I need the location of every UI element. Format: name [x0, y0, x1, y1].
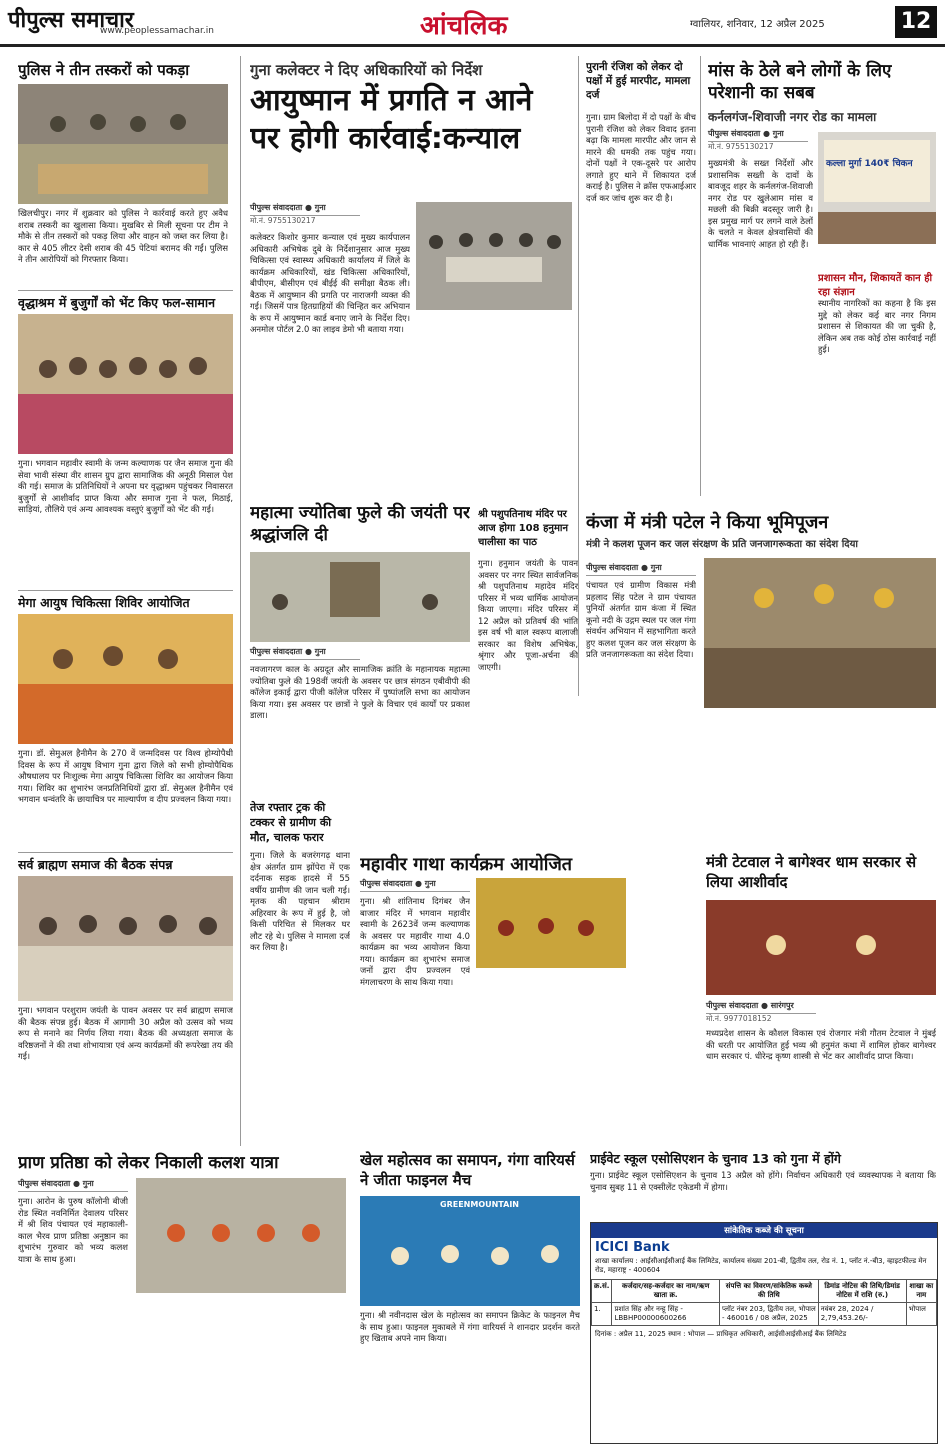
- photo-sports-festival: [360, 1196, 580, 1306]
- headline-sports-festival: खेल महोत्सव का समापन, गंगा वारियर्स ने जीता फाइनल मैच: [360, 1151, 575, 1189]
- byline-guna: पीपुल्स संवाददाता ● गुना: [250, 202, 360, 216]
- headline-tetwal-bageshwar: मंत्री टेटवाल ने बागेश्वर धाम सरकार से लिया आशीर्वाद: [706, 853, 917, 891]
- meat-carts-subhead: प्रशासन मौन, शिकायतें कान ही रहा संज्ञान: [818, 273, 933, 298]
- photo-review-meeting: [416, 202, 572, 310]
- lead-headline: आयुष्मान में प्रगति न आने पर होगी कार्रवाई:कन्याल: [250, 83, 533, 156]
- column-divider: [240, 56, 241, 1146]
- byline-guna: पीपुल्स संवाददाता ● गुना: [708, 128, 808, 142]
- story-meat-carts-body-2: स्थानीय नागरिकों का कहना है कि इस मुद्दे को लेकर कई बार नगर निगम प्रशासन से शिकायत की जा चुकी है, लेकिन अब तक कोई ठोस कार्रवाई नहीं हुई।: [818, 298, 936, 354]
- column-divider: [700, 56, 701, 496]
- photo-phule-tribute: [250, 552, 470, 642]
- photo-mahavir-gatha: [476, 878, 626, 968]
- photo-kalash-pujan: [704, 558, 936, 708]
- byline-guna: पीपुल्स संवाददाता ● गुना: [360, 878, 470, 892]
- headline-old-age-home: वृद्धाश्रम में बुजुर्गों को भेंट किए फल-सामान: [18, 295, 216, 310]
- byline-mobile-sarangpur: मो.नं. 9977018152: [706, 1014, 772, 1023]
- story-meat-carts-body: मुख्यमंत्री के सख्त निर्देशों और प्रशासनिक सख्ती के दावों के बावजूद शहर के कर्नलगंज-शिवाजी नगर रोड पर खुलेआम मांस व मछली की बिक्री बदस्तूर जारी है। इस प्रमुख मार्ग पर लगने वाले ठेलों के चलते न केवल क्षेत्रवासियों की धार्मिक भावनाएं आहत हो रही हैं।: [708, 158, 813, 249]
- byline-guna: पीपुल्स संवाददाता ● गुना: [18, 1178, 128, 1192]
- notice-table: [591, 1279, 937, 1326]
- story-rivalry-assault-body: गुना। ग्राम बिलोदा में दो पक्षों के बीच पुरानी रंजिश को लेकर विवाद इतना बढ़ा कि मामला मारपीट और जान से मारने की धमकी तक पहुंच गया। दोनों पक्षों ने एक-दूसरे पर आरोप लगाते हुए थाने में शिकायत दर्ज कराई है। पुलिस ने क्रॉस एफआईआर दर्ज कर जांच शुरू कर दी है।: [586, 112, 696, 203]
- byline-guna: पीपुल्स संवाददाता ● गुना: [250, 646, 360, 660]
- dateline: ग्वालियर, शनिवार, 12 अप्रैल 2025: [690, 19, 825, 30]
- notice-cell: प्लॉट नंबर 203, द्वितीय तल, भोपाल - 460016 / 08 अप्रैल, 2025: [719, 1303, 818, 1326]
- story-phule-jayanti-body: नवजागरण काल के अग्रदूत और सामाजिक क्रांति के महानायक महात्मा ज्योतिबा फुले की 198वीं जयंती के अवसर पर छात्र संगठन एबीवीपी की कॉलेज इकाई द्वारा पीजी कॉलेज परिसर में पुष्पांजलि सभा का आयोजन किया गया। इस अवसर पर छात्रों ने फुले के विचार एवं कार्यों पर प्रकाश डाला।: [250, 664, 470, 720]
- headline-kalash-yatra: प्राण प्रतिष्ठा को लेकर निकाली कलश यात्रा: [18, 1153, 279, 1173]
- meat-carts-kicker: कर्नलगंज-शिवाजी नगर रोड का मामला: [708, 110, 877, 124]
- notice-header-cell: कर्जदार/सह-कर्जदार का नाम/ऋण खाता क्र.: [612, 1280, 720, 1303]
- bank-possession-notice: [590, 1222, 938, 1444]
- story-brahmin-meeting-body: गुना। भगवान परशुराम जयंती के पावन अवसर पर सर्व ब्राह्मण समाज की बैठक संपन्न हुई। बैठक में आगामी 30 अप्रैल को उत्सव को भव्य रूप से मनाने का निर्णय लिया गया। बैठक की अध्यक्षता समाज के वरिष्ठजनों ने की तथा शोभायात्रा एवं अन्य कार्यक्रमों की रूपरेखा तय की गई।: [18, 1005, 233, 1061]
- headline-smugglers: पुलिस ने तीन तस्करों को पकड़ा: [18, 61, 190, 79]
- headline-school-association: प्राईवेट स्कूल एसोसिएशन के चुनाव 13 को गुना में होंगे: [590, 1151, 841, 1166]
- story-hanuman-chalisa-body: गुना। हनुमान जयंती के पावन अवसर पर नगर स्थित सार्वजनिक श्री पशुपतिनाथ महादेव मंदिर परिसर में भव्य धार्मिक आयोजन किया जाएगा। मंदिर परिसर में 12 अप्रैल को प्रतिवर्ष की भांति इस वर्ष भी बाल स्वरूप बालाजी सरकार का विशेष अभिषेक, श्रृंगार और पूजा-अर्चना की जाएगी।: [478, 558, 578, 672]
- notice-title: सांकेतिक कब्जे की सूचना: [591, 1223, 937, 1238]
- story-kalash-yatra-body: गुना। आरोन के पुरुष कॉलोनी बीजी रोड स्थित नवनिर्मित देवालय परिसर में श्री शिव पंचायत एवं महाकाली-काल भैरव प्राण प्रतिष्ठा अनुष्ठान का शुभारंभ गुरुवार को भव्य कलश यात्रा के साथ हुआ।: [18, 1196, 128, 1264]
- bank-logo: ICICI Bank: [595, 1240, 670, 1255]
- byline-sarangpur: पीपुल्स संवाददाता ● सारंगपुर: [706, 1000, 816, 1014]
- story-divider: [18, 590, 233, 591]
- headline-brahmin-meeting: सर्व ब्राह्मण समाज की बैठक संपन्न: [18, 857, 173, 872]
- story-sports-festival-body: गुना। श्री नवीनदास खेल के महोत्सव का समापन क्रिकेट के फाइनल मैच के साथ हुआ। फाइनल मुकाबले में गंगा वारियर्स ने शानदार प्रदर्शन करते हुए खिताब अपने नाम किया।: [360, 1310, 580, 1343]
- photo-kalash-yatra: [136, 1178, 346, 1293]
- lead-story-body: कलेक्टर किशोर कुमार कन्याल एवं मुख्य कार्यपालन अधिकारी अभिषेक दुबे के निर्देशानुसार आज मुख्य चिकित्सा एवं स्वास्थ्य अधिकारी कार्यालय में जिले के कार्यक्रम अधिकारियों, खंड चिकित्सा अधिकारियों, बीपीएम, बीसीएम एवं बीईई की समीक्षा बैठक ली। बैठक में आयुष्मान की प्रगति पर नाराजगी व्यक्त की गई। जिसमें पात्र हितग्राहियों की चिन्हित कर अभियान के रूप में आयुष्मान कार्ड बनाए जाने के निर्देश दिए। अनमोल पोर्टल 2.0 का लाइव डेमो भी बताया गया।: [250, 232, 410, 334]
- meat-cart-sign-text: कल्ला मुर्गा 140₹ चिकन: [826, 159, 913, 169]
- headline-ayush-camp: मेगा आयुष चिकित्सा शिविर आयोजित: [18, 595, 190, 610]
- byline-mobile: मो.नं. 9755130217: [708, 142, 774, 151]
- column-divider: [578, 56, 579, 696]
- photo-bageshwar-dham: [706, 900, 936, 995]
- photo-ayush-camp: [18, 614, 233, 744]
- story-ayush-camp-body: गुना। डॉ. सेमुअल हैनीमैन के 270 वें जन्मदिवस पर विश्व होम्योपैथी दिवस के रूप में आयुष विभाग गुना द्वारा जिले को सभी होम्योपैथिक औषधालय पर निःशुल्क मेगा आयुष चिकित्सा शिविर का आयोजन किया गया। शिविर का शुभारंभ जनप्रतिनिधियों द्वारा डॉ. सेमुअल हैनीमैन एवं भगवान धन्वंतरि के छायाचित्र पर माल्यार्पण व दीप प्रज्वलन किया गया।: [18, 748, 233, 804]
- notice-cell: भोपाल: [906, 1303, 936, 1326]
- notice-header-cell: शाखा का नाम: [906, 1280, 936, 1303]
- headline-hanuman-chalisa: श्री पशुपतिनाथ मंदिर पर आज होगा 108 हनुमान चालीसा का पाठ: [478, 509, 569, 548]
- photo-police-smugglers: [18, 84, 228, 204]
- headline-mahavir-gatha: महावीर गाथा कार्यक्रम आयोजित: [360, 854, 573, 875]
- byline-mobile: मो.नं. 9755130217: [250, 216, 316, 225]
- story-old-age-home-body: गुना। भगवान महावीर स्वामी के जन्म कल्याणक पर जैन समाज गुना की सेवा भावी संस्था वीर शासन ग्रुप द्वारा सामाजिक की अनूठी मिसाल पेश की गई। समाज के प्रतिनिधियों ने अपना घर वृद्धाश्रम पहुंचकर निवासरत बुजुर्गों से आशीर्वाद प्राप्त किया और समाज गुना ने फल, मिठाई, साड़ियां, तौलिये एवं अन्य आवश्यक वस्तुएं बुजुर्गों को भेंट की गई।: [18, 458, 233, 514]
- notice-cell: नवंबर 28, 2024 / 2,79,453.26/-: [818, 1303, 906, 1326]
- notice-header-cell: संपत्ति का विवरण/सांकेतिक कब्जे की तिथि: [719, 1280, 818, 1303]
- website-url[interactable]: www.peoplessamachar.in: [100, 26, 214, 36]
- story-mahavir-gatha-body: गुना। श्री शांतिनाथ दिगंबर जैन बाजार मंदिर में भगवान महावीर स्वामी के 2623वें जन्म कल्याणक के अवसर पर महावीर गाथा 4.0 कार्यक्रम का भव्य आयोजन किया गया। कार्यक्रम का शुभारंभ समाज जनों द्वारा दीप प्रज्वलन एवं मंगलाचरण के साथ किया गया।: [360, 896, 470, 987]
- kanja-kicker: मंत्री ने कलश पूजन कर जल संरक्षण के प्रति जनजागरूकता का संदेश दिया: [586, 539, 858, 550]
- section-title: आंचलिक: [420, 11, 508, 41]
- headline-rivalry-assault: पुरानी रंजिश को लेकर दो पक्षों में हुई मारपीट, मामला दर्ज: [586, 61, 691, 101]
- headline-truck-accident: तेज रफ्तार ट्रक की टक्कर से ग्रामीण की मौत, चालक फरार: [250, 801, 332, 844]
- notice-cell: प्रशांत सिंह और नन्हू सिंह - LBBHP00000600266: [612, 1303, 720, 1326]
- photo-old-age-home: [18, 314, 233, 454]
- notice-footer: दिनांक : अप्रैल 11, 2025 स्थान : भोपाल — प्राधिकृत अधिकारी, आईसीआईसीआई बैंक लिमिटेड: [595, 1330, 847, 1338]
- sports-banner-text: GREENMOUNTAIN: [440, 1200, 520, 1209]
- headline-phule-jayanti: महात्मा ज्योतिबा फुले की जयंती पर श्रद्धांजलि दी: [250, 503, 470, 545]
- headline-kanja-bhoomipujan: कंजा में मंत्री पटेल ने किया भूमिपूजन: [586, 512, 829, 533]
- byline-guna: पीपुल्स संवाददाता ● गुना: [586, 562, 696, 576]
- photo-brahmin-meeting: [18, 876, 233, 1001]
- story-smugglers-body: खिलचीपुर। नगर में शुक्रवार को पुलिस ने कार्रवाई करते हुए अवैध शराब तस्करी का खुलासा किया। मुखबिर से मिली सूचना पर टीम ने मौके से तीन तस्करों को पकड़ लिया और वाहन को जब्त कर लिया है। कार से 405 लीटर देसी शराब की 45 पेटियां बरामद की गईं। पुलिस ने तीन आरोपियों को गिरफ्तार किया।: [18, 208, 228, 264]
- story-tetwal-body: मध्यप्रदेश शासन के कौशल विकास एवं रोजगार मंत्री गौतम टेटवाल ने मुंबई की धरती पर आयोजित हुई भव्य श्री हनुमंत कथा में शामिल होकर बागेश्वर धाम सरकार पं. धीरेन्द्र कृष्ण शास्त्री से भेंट कर आशीर्वाद प्राप्त किया।: [706, 1028, 936, 1061]
- story-truck-accident-body: गुना। जिले के बजरंगगढ़ थाना क्षेत्र अंतर्गत ग्राम झोंपेरा में एक दर्दनाक सड़क हादसे में 55 वर्षीय ग्रामीण की जान चली गई। मृतक की पहचान श्रीराम अहिरवार के रूप में हुई है, जो किसी परिचित से मिलकर घर लौट रहे थे। पुलिस ने मामला दर्ज कर लिया है।: [250, 850, 350, 952]
- notice-cell: 1.: [592, 1303, 612, 1326]
- notice-table-header: [592, 1280, 937, 1303]
- notice-header-cell: डिमांड नोटिस की तिथि/डिमांड नोटिस में राशि (रु.): [818, 1280, 906, 1303]
- lead-kicker: गुना कलेक्टर ने दिए अधिकारियों को निर्देश: [250, 61, 483, 79]
- notice-table-row: [592, 1303, 937, 1326]
- story-divider: [18, 290, 233, 291]
- story-kanja-body: पंचायत एवं ग्रामीण विकास मंत्री प्रहलाद सिंह पटेल ने ग्राम पंचायत पुनियों अंतर्गत ग्राम कंजा में स्थित कूनो नदी के उद्गम स्थल पर जल गंगा संवर्धन अभियान में सहभागिता करते हुए कलश पूजन कर जल संरक्षण के प्रति जनजागरूकता का संदेश दिया।: [586, 580, 696, 659]
- story-school-association-body: गुना। प्राईवेट स्कूल एसोसिएशन के चुनाव 13 अप्रैल को होंगे। निर्वाचन अधिकारी एवं व्यवस्थापक ने बताया कि चुनाव सुबह 11 से एक्सीलेंट एकेडमी में होगा।: [590, 1170, 936, 1192]
- notice-office: शाखा कार्यालय : आईसीआईसीआई बैंक लिमिटेड, कार्यालय संख्या 201-बी, द्वितीय तल, रोड नं. 1, प्लॉट नं.-बी3, व्हाइटफील्ड मेन रोड, महाराष्ट्र - 400604: [595, 1257, 927, 1274]
- notice-header-cell: क्र.सं.: [592, 1280, 612, 1303]
- page-number: 12: [895, 6, 937, 38]
- photo-meat-cart-sign: [818, 132, 936, 244]
- story-divider: [18, 852, 233, 853]
- newspaper-logo: पीपुल्स समाचार: [8, 8, 134, 33]
- headline-meat-carts: मांस के ठेले बने लोगों के लिए परेशानी का सबब: [708, 61, 892, 103]
